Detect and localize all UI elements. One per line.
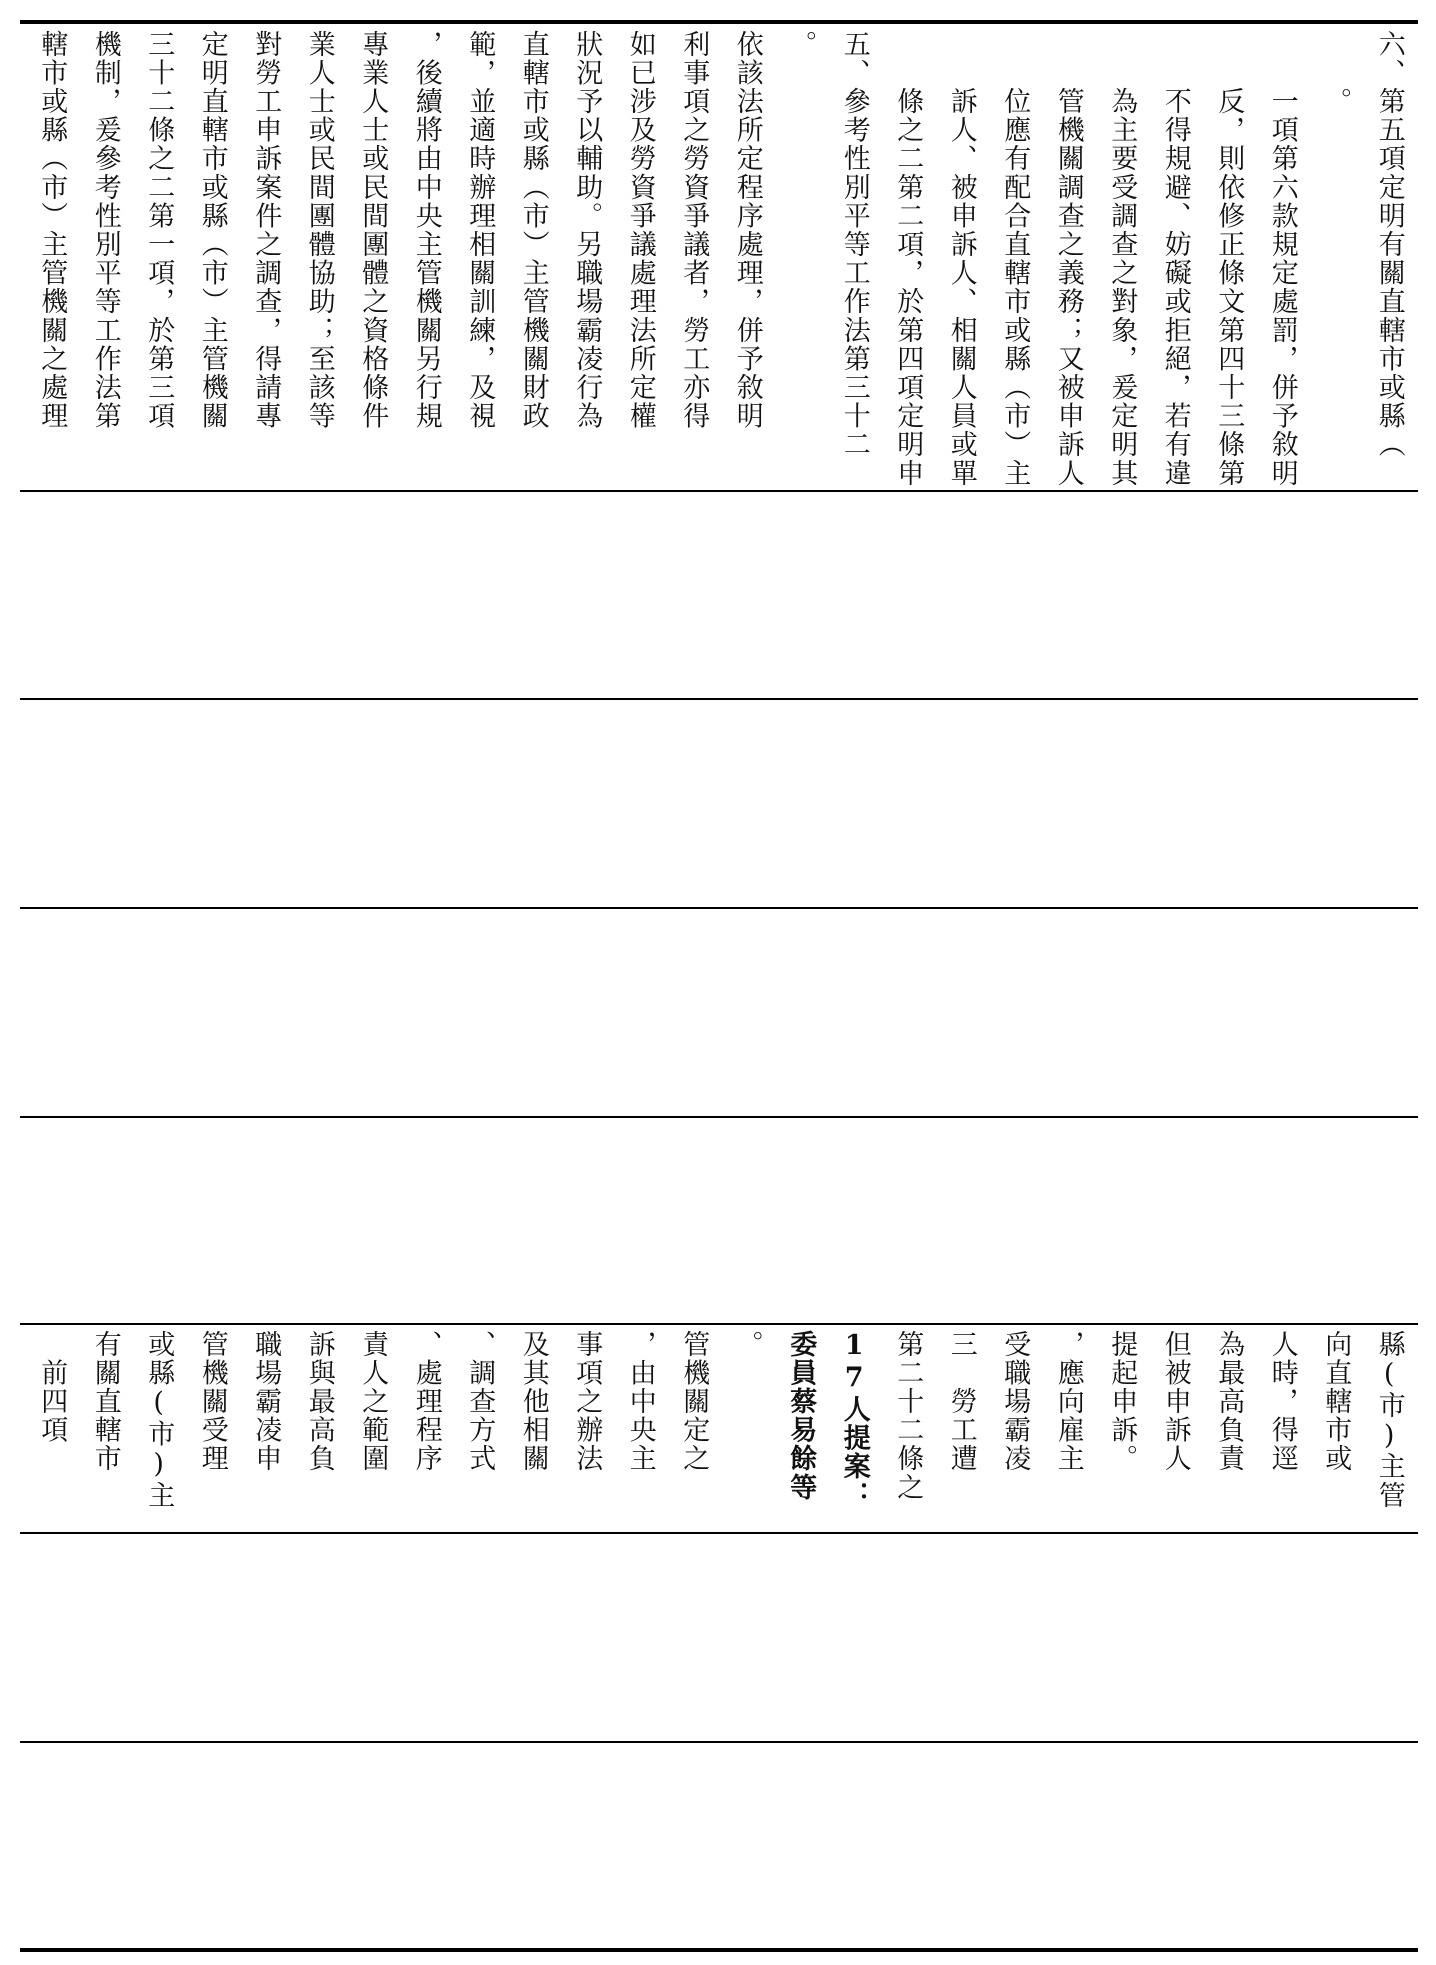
table-row-divider: [20, 907, 1418, 909]
text-column: 管機關受理: [196, 1330, 228, 1473]
text-column: 17人提案：: [838, 1330, 870, 1510]
text-column: 業人士或民間團體協助；至該等: [303, 30, 335, 431]
text-column: ，後續將由中央主管機關另行規: [410, 30, 442, 431]
text-column: 有關直轄市: [89, 1330, 121, 1473]
text-column: 直轄市或縣（市）主管機關財政: [517, 30, 549, 431]
text-column: 一項第六款規定處罰，併予敘明: [1266, 30, 1298, 488]
text-column: 但被申訴人: [1159, 1330, 1191, 1473]
text-column: 提起申訴。: [1106, 1330, 1138, 1473]
table-row-divider: [20, 1116, 1418, 1118]
text-column: 受職場霸凌: [999, 1330, 1031, 1473]
text-column: 為主要受調查之對象，爰定明其: [1106, 30, 1138, 488]
text-column: 。: [731, 1330, 763, 1359]
text-column: 三十二條之二第一項，於第三項: [143, 30, 175, 431]
text-column: 五、參考性別平等工作法第三十二: [838, 30, 870, 459]
text-column: 向直轄市或: [1320, 1330, 1352, 1473]
text-column: 或縣(市)主: [143, 1330, 175, 1510]
text-column: 三 勞工遭: [945, 1330, 977, 1473]
text-column: 狀況予以輔助。另職場霸凌行為: [571, 30, 603, 431]
text-column: 。: [1320, 30, 1352, 116]
table-row-divider: [20, 1532, 1418, 1534]
text-column: 利事項之勞資爭議者，勞工亦得: [678, 30, 710, 431]
table-row-divider: [20, 1323, 1418, 1325]
text-column: 對勞工申訴案件之調查，得請專: [250, 30, 282, 431]
text-column: 事項之辦法: [571, 1330, 603, 1473]
bottom-border-rule: [20, 1948, 1418, 1952]
text-column: 職場霸凌申: [250, 1330, 282, 1473]
text-column: 機制，爰參考性別平等工作法第: [89, 30, 121, 431]
text-column: 條之二第二項，於第四項定明申: [892, 30, 924, 488]
text-column: 反，則依修正條文第四十三條第: [1213, 30, 1245, 488]
text-column: 第二十二條之: [892, 1330, 924, 1502]
text-column: 、處理程序: [410, 1330, 442, 1473]
top-border-rule: [20, 20, 1418, 24]
explanation-cell: [30, 30, 1410, 488]
text-column: 及其他相關: [517, 1330, 549, 1473]
table-row-divider: [20, 698, 1418, 700]
text-column: 。: [785, 30, 817, 59]
text-column: 委員蔡易餘等: [785, 1330, 817, 1502]
article-text-cell: [30, 1330, 1410, 1526]
text-column: 前四項: [36, 1330, 68, 1445]
text-column: 管機關調查之義務；又被申訴人: [1052, 30, 1084, 488]
text-column: 為最高負責: [1213, 1330, 1245, 1473]
text-column: 專業人士或民間團體之資格條件: [357, 30, 389, 431]
text-column: 訴人、被申訴人、相關人員或單: [945, 30, 977, 488]
table-row-divider: [20, 1741, 1418, 1743]
text-column: 縣(市)主管: [1373, 1330, 1405, 1510]
text-column: 人時，得逕: [1266, 1330, 1298, 1473]
text-column: 範，並適時辦理相關訓練，及視: [464, 30, 496, 431]
text-column: 轄市或縣（市）主管機關之處理: [36, 30, 68, 431]
text-column: ，應向雇主: [1052, 1330, 1084, 1473]
text-column: 不得規避、妨礙或拒絕，若有違: [1159, 30, 1191, 488]
text-column: 定明直轄市或縣（市）主管機關: [196, 30, 228, 431]
text-column: 訴與最高負: [303, 1330, 335, 1473]
text-column: 、調查方式: [464, 1330, 496, 1473]
text-column: 依該法所定程序處理，併予敘明: [731, 30, 763, 431]
text-column: 如已涉及勞資爭議處理法所定權: [624, 30, 656, 431]
text-column: 位應有配合直轄市或縣（市）主: [999, 30, 1031, 488]
text-column: 管機關定之: [678, 1330, 710, 1473]
text-column: 責人之範圍: [357, 1330, 389, 1473]
table-row-divider: [20, 490, 1418, 492]
text-column: 六、第五項定明有關直轄市或縣（: [1373, 30, 1405, 459]
text-column: ，由中央主: [624, 1330, 656, 1473]
